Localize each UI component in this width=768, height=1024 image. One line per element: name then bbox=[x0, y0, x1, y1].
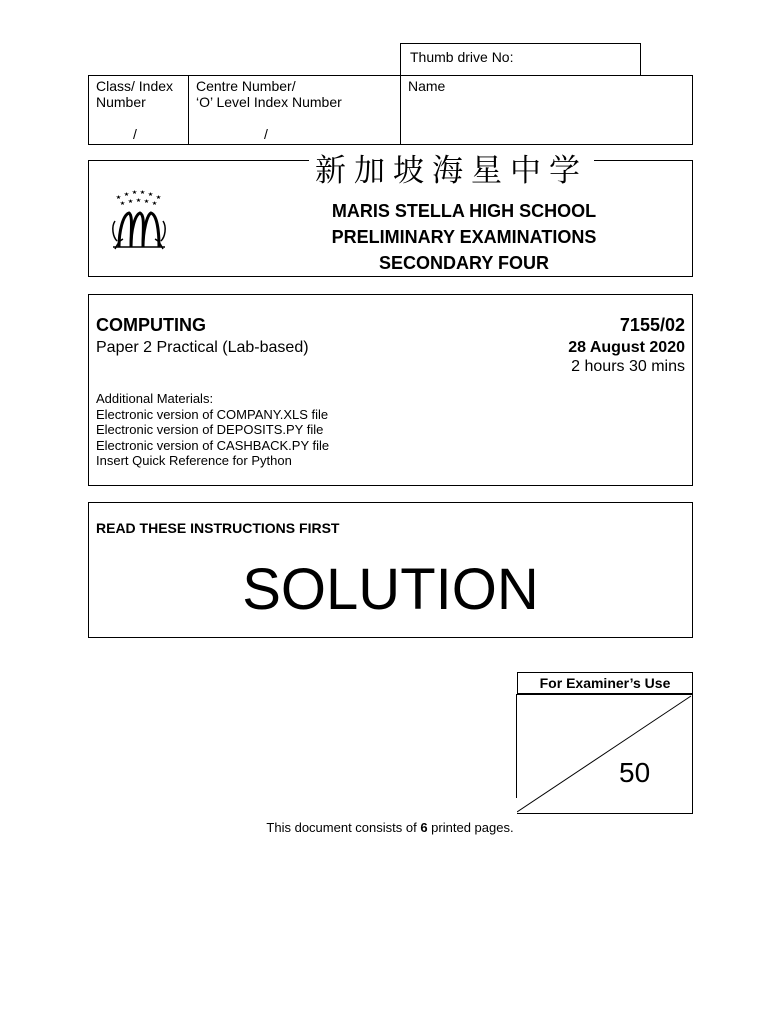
class-index-label: Class/ Index Number bbox=[96, 78, 174, 110]
material-item: Electronic version of CASHBACK.PY file bbox=[96, 437, 330, 453]
exam-date: 28 August 2020 bbox=[568, 339, 685, 356]
paper-code: 7155/02 bbox=[619, 315, 685, 335]
total-marks: 50 bbox=[619, 757, 651, 788]
class-index-slash: / bbox=[133, 126, 137, 142]
chinese-name-wrap bbox=[309, 151, 594, 191]
exam-name: PRELIMINARY EXAMINATIONS bbox=[331, 227, 597, 247]
solution-text: SOLUTION bbox=[242, 557, 539, 622]
exam-level: SECONDARY FOUR bbox=[378, 253, 549, 273]
exam-duration: 2 hours 30 mins bbox=[571, 358, 685, 375]
centre-number-cell bbox=[189, 76, 401, 144]
candidate-id-table bbox=[88, 75, 693, 145]
examiner-score-box bbox=[517, 694, 693, 814]
subject-title: COMPUTING bbox=[96, 315, 206, 335]
footer-suffix: printed pages. bbox=[427, 820, 514, 835]
centre-number-slash: / bbox=[264, 126, 268, 142]
class-index-cell bbox=[89, 76, 189, 144]
centre-number-label: Centre Number/ ‘O’ Level Index Number bbox=[196, 78, 342, 110]
paper-details bbox=[88, 294, 693, 486]
school-header bbox=[88, 153, 693, 277]
page-count: 6 bbox=[420, 820, 428, 835]
thumb-drive-box bbox=[400, 43, 641, 76]
name-label: Name bbox=[408, 78, 446, 94]
footer-prefix: This document consists of bbox=[266, 820, 421, 835]
instructions-box bbox=[88, 502, 693, 638]
thumb-drive-label: Thumb drive No: bbox=[410, 49, 514, 65]
school-chinese-name: 新加坡海星中学 bbox=[315, 153, 588, 189]
name-cell bbox=[401, 76, 692, 144]
diagonal-line bbox=[517, 695, 692, 813]
materials-label: Additional Materials: bbox=[96, 391, 214, 406]
examiner-use-label: For Examiner’s Use bbox=[539, 675, 671, 691]
school-crest-icon bbox=[109, 181, 171, 253]
paper-description: Paper 2 Practical (Lab-based) bbox=[96, 339, 309, 356]
page-count-note bbox=[0, 820, 768, 835]
material-item: Electronic version of DEPOSITS.PY file bbox=[96, 422, 324, 437]
examiner-use-header bbox=[517, 672, 693, 694]
school-name: MARIS STELLA HIGH SCHOOL bbox=[331, 201, 597, 221]
material-item: Electronic version of COMPANY.XLS file bbox=[96, 406, 329, 422]
material-item: Insert Quick Reference for Python bbox=[96, 453, 292, 468]
additional-materials bbox=[96, 391, 329, 469]
instructions-heading: READ THESE INSTRUCTIONS FIRST bbox=[96, 520, 340, 536]
score-box-left-border bbox=[516, 694, 517, 798]
